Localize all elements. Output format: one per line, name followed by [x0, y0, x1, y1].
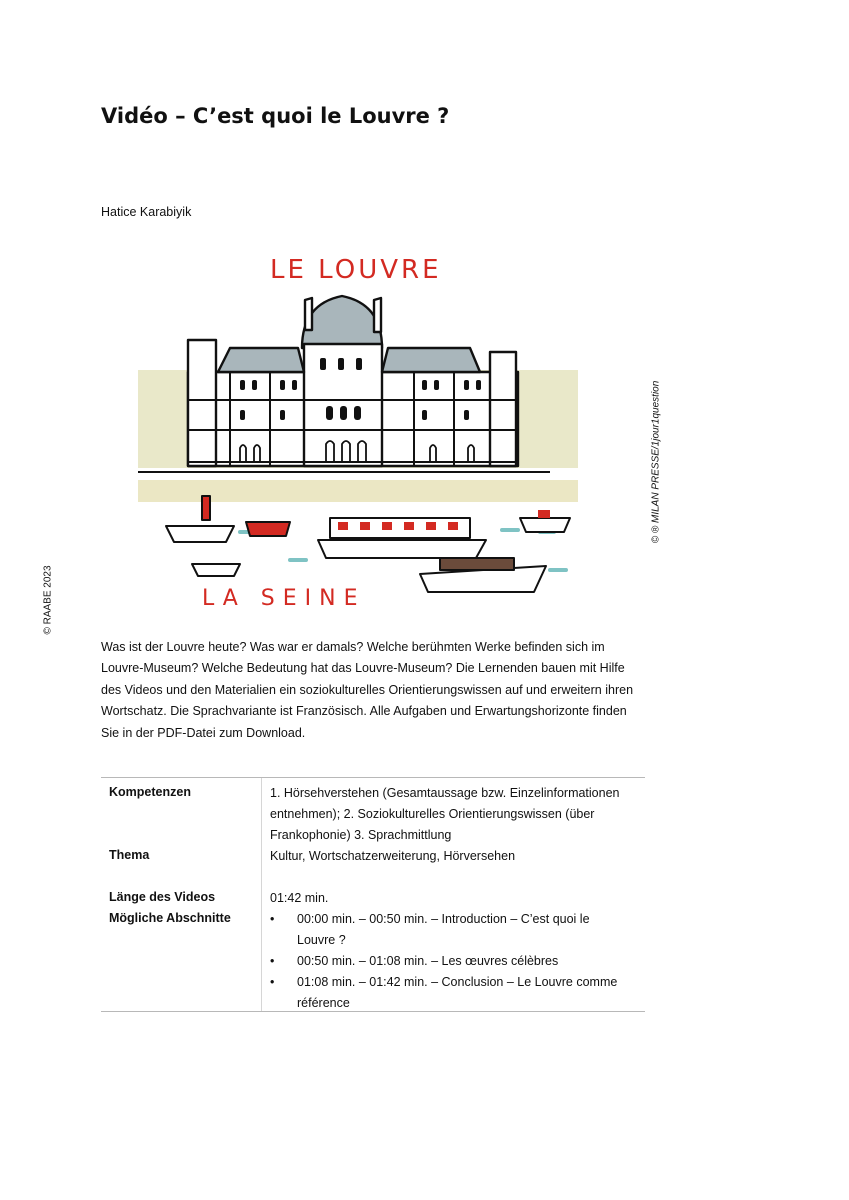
central-dome [302, 296, 382, 348]
left-tower [188, 340, 216, 466]
copyright-raabe: © RAABE 2023 [42, 565, 54, 635]
louvre-illustration [130, 240, 590, 620]
boat-4 [520, 518, 570, 532]
author-name: Hatice Karabiyik [101, 205, 192, 219]
boat-1 [166, 526, 234, 542]
page-title: Vidéo – C’est quoi le Louvre ? [101, 104, 450, 128]
info-table [101, 777, 645, 1012]
boat-5 [192, 564, 240, 576]
copyright-milan: © ® MILAN PRESSE/1jour1question [650, 380, 662, 544]
label-laenge: Länge des Videos [109, 890, 216, 904]
label-thema: Thema [109, 848, 150, 862]
abschnitte-list [270, 909, 630, 1014]
label-kompetenzen: Kompetenzen [109, 785, 191, 799]
boat-barge [318, 540, 486, 558]
list-item: • 00:50 min. – 01:08 min. – Les œuvres célèbres [270, 951, 630, 972]
chimney-right [374, 298, 381, 332]
chimney-left [305, 298, 312, 330]
list-item: • 00:00 min. – 00:50 min. – Introduction – C’est quoi le Louvre ? [270, 909, 630, 951]
right-roof [382, 348, 480, 372]
boat-2 [246, 522, 290, 536]
intro-paragraph: Was ist der Louvre heute? Was war er damals? Welche berühmten Werke befinden sich im Louvre-Museum? Welche Bedeutung hat das Louvre-Museum? Die Lernenden bauen mit Hilfe des Videos und den Materialien ein soziokulturelles Orientierungswissen auf und erweitern ihren Wortschatz. Die Sprachvariante ist Französisch. Alle Aufgaben und Erwartungshorizonte finden Sie in der PDF-Datei zum Download. [101, 640, 634, 740]
value-kompetenzen: 1. Hörsehverstehen (Gesamtaussage bzw. Einzelinformationen entnehmen); 2. Soziokulturelles Orientierungswissen (über Frankophonie) 3. Sprachmittlung [270, 786, 620, 842]
left-roof [218, 348, 304, 372]
list-item: • 01:08 min. – 01:42 min. – Conclusion – Le Louvre comme référence [270, 972, 630, 1014]
label-abschnitte: Mögliche Abschnitte [109, 911, 231, 925]
value-thema: Kultur, Wortschatzerweiterung, Hörversehen [270, 849, 516, 863]
label-la-seine: LA SEINE [202, 586, 366, 611]
value-laenge: 01:42 min. [270, 891, 329, 905]
label-le-louvre: LE LOUVRE [270, 255, 442, 285]
right-tower [490, 352, 516, 466]
